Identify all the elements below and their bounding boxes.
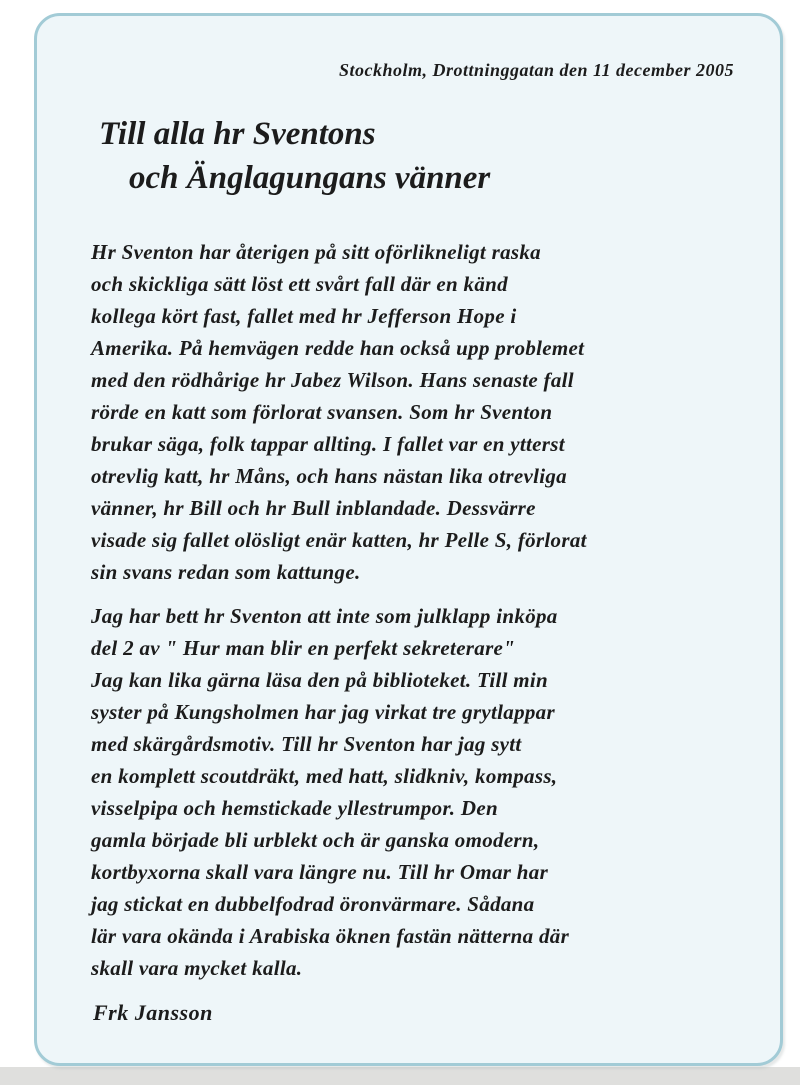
letter-page xyxy=(34,13,783,1066)
page-bottom-shadow xyxy=(0,1067,800,1085)
text-line: vänner, hr Bill och hr Bull inblandade. Dessvärre xyxy=(91,496,536,520)
text-line: kortbyxorna skall vara längre nu. Till hr Omar har xyxy=(91,860,549,884)
title-line-1: Till alla hr Sventons xyxy=(99,116,376,152)
letter-title xyxy=(99,112,490,200)
text-line: Jag har bett hr Sventon att inte som julklapp inköpa xyxy=(91,604,558,628)
text-line: kollega kört fast, fallet med hr Jefferson Hope i xyxy=(91,304,517,328)
text-line: med den rödhårige hr Jabez Wilson. Hans senaste fall xyxy=(91,368,574,392)
text-line: Amerika. På hemvägen redde han också upp problemet xyxy=(91,336,585,360)
text-line: sin svans redan som kattunge. xyxy=(91,560,361,584)
text-line: brukar säga, folk tappar allting. I fallet var en ytterst xyxy=(91,432,565,456)
text-line: visselpipa och hemstickade yllestrumpor. Den xyxy=(91,796,498,820)
text-line: Jag kan lika gärna läsa den på biblioteket. Till min xyxy=(91,668,549,692)
text-line: Hr Sventon har återigen på sitt oförlikneligt raska xyxy=(91,240,541,264)
text-line: och skickliga sätt löst ett svårt fall där en känd xyxy=(91,272,508,296)
text-line: lär vara okända i Arabiska öknen fastän nätterna där xyxy=(91,924,570,948)
letter-paragraph-1 xyxy=(91,236,587,588)
text-line: gamla började bli urblekt och är ganska omodern, xyxy=(91,828,540,852)
text-line: skall vara mycket kalla. xyxy=(91,956,303,980)
text-line: syster på Kungsholmen har jag virkat tre grytlappar xyxy=(91,700,555,724)
text-line: jag stickat en dubbelfodrad öronvärmare. Sådana xyxy=(91,892,535,916)
text-line: med skärgårdsmotiv. Till hr Sventon har jag sytt xyxy=(91,732,522,756)
text-line: rörde en katt som förlorat svansen. Som hr Sventon xyxy=(91,400,553,424)
text-line: del 2 av " Hur man blir en perfekt sekreterare" xyxy=(91,636,516,660)
letter-paragraph-2 xyxy=(91,600,569,984)
dateline: Stockholm, Drottninggatan den 11 december 2005 xyxy=(338,60,734,80)
title-line-2: och Änglagungans vänner xyxy=(129,160,491,196)
signature: Frk Jansson xyxy=(93,1000,213,1025)
text-line: en komplett scoutdräkt, med hatt, slidkniv, kompass, xyxy=(91,764,558,788)
text-line: visade sig fallet olösligt enär katten, hr Pelle S, förlorat xyxy=(91,528,587,552)
text-line: otrevlig katt, hr Måns, och hans nästan lika otrevliga xyxy=(91,464,567,488)
